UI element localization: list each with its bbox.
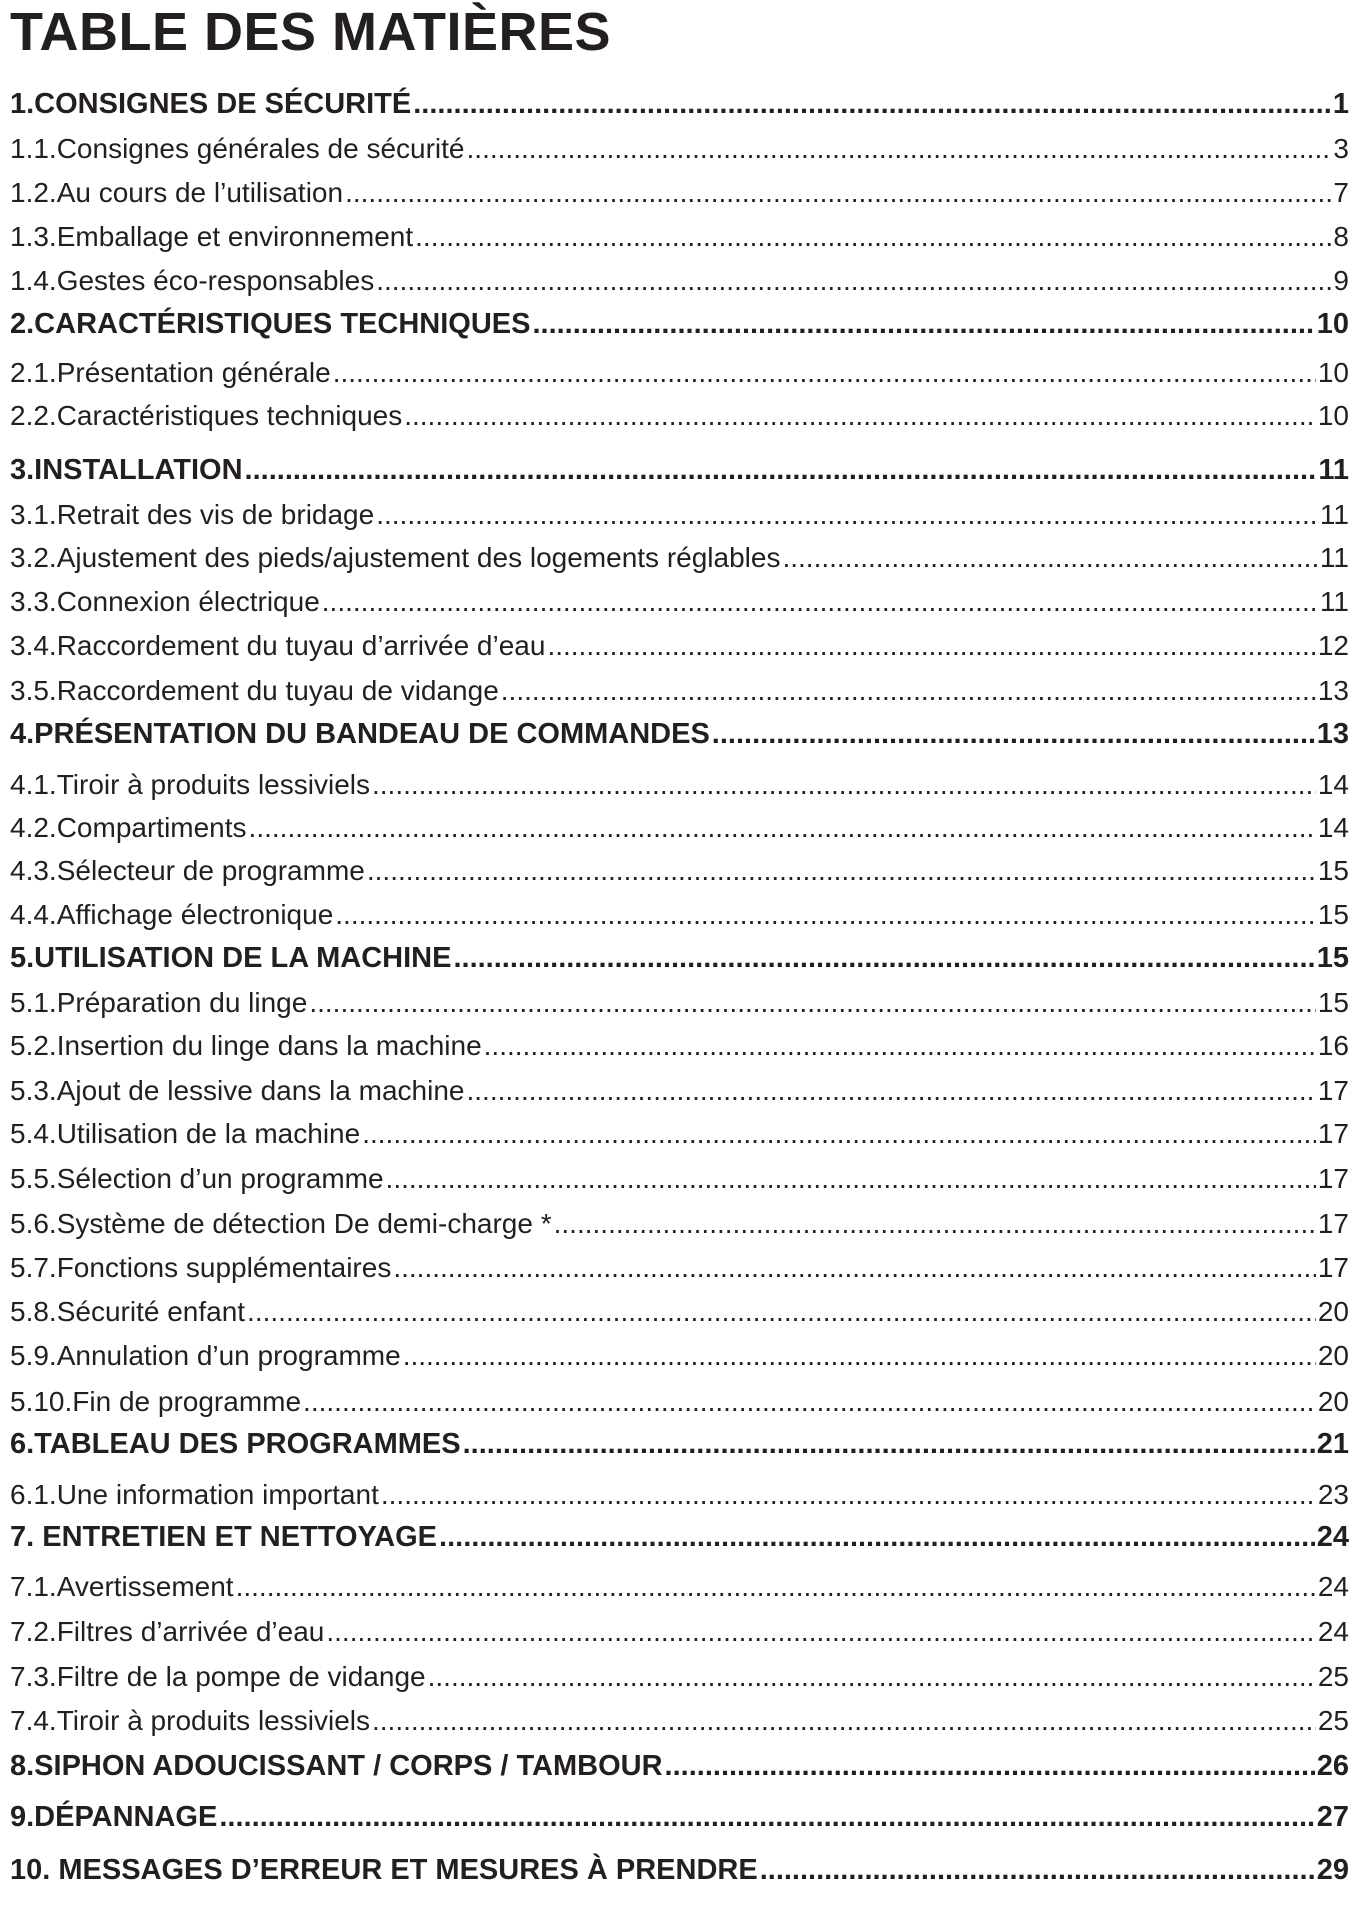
dot-leader bbox=[236, 1570, 1316, 1604]
dot-leader bbox=[760, 1853, 1315, 1887]
table-of-contents bbox=[10, 0, 1349, 1926]
toc-entry-page-number: 8 bbox=[1333, 221, 1349, 252]
dot-leader bbox=[413, 87, 1331, 121]
toc-entry-page-number: 25 bbox=[1317, 1661, 1349, 1692]
dot-leader bbox=[372, 1704, 1316, 1738]
dot-leader bbox=[333, 356, 1316, 390]
toc-entry-page-number: 9 bbox=[1333, 265, 1349, 296]
dot-leader bbox=[415, 220, 1331, 254]
toc-entry-page-number: 27 bbox=[1316, 1801, 1349, 1833]
toc-section-entry[interactable] bbox=[10, 1160, 1349, 1196]
toc-entry-page-number: 13 bbox=[1317, 675, 1349, 706]
toc-entry-label: 5.8.Sécurité enfant bbox=[10, 1296, 246, 1327]
dot-leader bbox=[439, 1520, 1315, 1554]
toc-section-entry[interactable] bbox=[10, 130, 1349, 166]
page-title: TABLE DES MATIÈRES bbox=[10, 2, 612, 62]
toc-entry-label: 2.CARACTÉRISTIQUES TECHNIQUES bbox=[10, 308, 531, 340]
toc-section-entry[interactable] bbox=[10, 1613, 1349, 1649]
dot-leader bbox=[532, 307, 1314, 341]
dot-leader bbox=[665, 1749, 1315, 1783]
toc-section-entry[interactable] bbox=[10, 397, 1349, 433]
dot-leader bbox=[501, 674, 1316, 708]
toc-chapter-entry[interactable] bbox=[10, 1798, 1349, 1834]
toc-entry-page-number: 23 bbox=[1317, 1479, 1349, 1510]
toc-entry-page-number: 14 bbox=[1317, 769, 1349, 800]
dot-leader bbox=[372, 768, 1316, 802]
toc-section-entry[interactable] bbox=[10, 766, 1349, 802]
toc-chapter-entry[interactable] bbox=[10, 715, 1349, 751]
toc-entry-page-number: 7 bbox=[1333, 177, 1349, 208]
dot-leader bbox=[484, 1029, 1316, 1063]
toc-entry-page-number: 20 bbox=[1317, 1340, 1349, 1371]
toc-entry-page-number: 24 bbox=[1316, 1521, 1349, 1553]
toc-entry-label: 5.UTILISATION DE LA MACHINE bbox=[10, 942, 452, 974]
toc-entry-page-number: 17 bbox=[1317, 1163, 1349, 1194]
dot-leader bbox=[322, 585, 1318, 619]
toc-entry-label: 3.4.Raccordement du tuyau d’arrivée d’eau bbox=[10, 630, 546, 661]
toc-section-entry[interactable] bbox=[10, 174, 1349, 210]
toc-section-entry[interactable] bbox=[10, 539, 1349, 575]
dot-leader bbox=[403, 1339, 1316, 1373]
toc-entry-label: 5.5.Sélection d’un programme bbox=[10, 1163, 384, 1194]
toc-entry-page-number: 12 bbox=[1317, 630, 1349, 661]
toc-entry-page-number: 16 bbox=[1317, 1030, 1349, 1061]
dot-leader bbox=[453, 941, 1314, 975]
toc-section-entry[interactable] bbox=[10, 496, 1349, 532]
dot-leader bbox=[467, 1074, 1316, 1108]
dot-leader bbox=[712, 717, 1315, 751]
toc-entry-page-number: 17 bbox=[1317, 1075, 1349, 1106]
toc-entry-page-number: 15 bbox=[1317, 855, 1349, 886]
toc-section-entry[interactable] bbox=[10, 1658, 1349, 1694]
dot-leader bbox=[249, 811, 1316, 845]
toc-chapter-entry[interactable] bbox=[10, 1425, 1349, 1461]
dot-leader bbox=[393, 1251, 1316, 1285]
toc-entry-page-number: 17 bbox=[1317, 1252, 1349, 1283]
toc-entry-page-number: 25 bbox=[1317, 1705, 1349, 1736]
dot-leader bbox=[309, 986, 1316, 1020]
toc-section-entry[interactable] bbox=[10, 1205, 1349, 1241]
toc-entry-page-number: 29 bbox=[1316, 1854, 1349, 1886]
toc-entry-label: 4.4.Affichage électronique bbox=[10, 899, 334, 930]
dot-leader bbox=[467, 132, 1332, 166]
toc-entry-label: 7.4.Tiroir à produits lessiviels bbox=[10, 1705, 370, 1736]
toc-section-entry[interactable] bbox=[10, 1702, 1349, 1738]
toc-entry-label: 5.3.Ajout de lessive dans la machine bbox=[10, 1075, 465, 1106]
toc-section-entry[interactable] bbox=[10, 1476, 1349, 1512]
toc-entry-label: 7. ENTRETIEN ET NETTOYAGE bbox=[10, 1521, 438, 1553]
toc-entry-page-number: 3 bbox=[1333, 133, 1349, 164]
toc-entry-page-number: 1 bbox=[1332, 88, 1349, 120]
toc-entry-page-number: 11 bbox=[1319, 586, 1349, 617]
toc-entry-label: 5.7.Fonctions supplémentaires bbox=[10, 1252, 392, 1283]
toc-entry-label: 4.2.Compartiments bbox=[10, 812, 247, 843]
toc-entry-label: 3.5.Raccordement du tuyau de vidange bbox=[10, 675, 499, 706]
toc-entry-label: 5.10.Fin de programme bbox=[10, 1386, 302, 1417]
toc-entry-label: 4.PRÉSENTATION DU BANDEAU DE COMMANDES bbox=[10, 718, 710, 750]
toc-entry-label: 4.1.Tiroir à produits lessiviels bbox=[10, 769, 370, 800]
toc-entry-label: 4.3.Sélecteur de programme bbox=[10, 855, 365, 886]
toc-entry-page-number: 10 bbox=[1317, 400, 1349, 431]
toc-chapter-entry[interactable] bbox=[10, 939, 1349, 975]
toc-entry-page-number: 20 bbox=[1317, 1296, 1349, 1327]
toc-section-entry[interactable] bbox=[10, 984, 1349, 1020]
dot-leader bbox=[303, 1385, 1316, 1419]
toc-entry-label: 3.3.Connexion électrique bbox=[10, 586, 320, 617]
toc-entry-page-number: 15 bbox=[1317, 987, 1349, 1018]
dot-leader bbox=[367, 854, 1316, 888]
toc-entry-page-number: 24 bbox=[1317, 1616, 1349, 1647]
dot-leader bbox=[554, 1207, 1316, 1241]
dot-leader bbox=[376, 264, 1331, 298]
toc-section-entry[interactable] bbox=[10, 1568, 1349, 1604]
toc-chapter-entry[interactable] bbox=[10, 85, 1349, 121]
toc-entry-label: 5.9.Annulation d’un programme bbox=[10, 1340, 401, 1371]
toc-entry-page-number: 20 bbox=[1317, 1386, 1349, 1417]
toc-section-entry[interactable] bbox=[10, 262, 1349, 298]
toc-entry-label: 5.2.Insertion du linge dans la machine bbox=[10, 1030, 482, 1061]
toc-entry-label: 7.2.Filtres d’arrivée d’eau bbox=[10, 1616, 325, 1647]
document-page bbox=[10, 0, 1349, 1926]
toc-entry-label: 5.4.Utilisation de la machine bbox=[10, 1118, 361, 1149]
toc-section-entry[interactable] bbox=[10, 672, 1349, 708]
toc-entry-page-number: 15 bbox=[1316, 942, 1349, 974]
toc-entry-label: 2.2.Caractéristiques techniques bbox=[10, 400, 403, 431]
toc-entry-page-number: 10 bbox=[1317, 357, 1349, 388]
toc-entry-page-number: 17 bbox=[1317, 1208, 1349, 1239]
toc-section-entry[interactable] bbox=[10, 1249, 1349, 1285]
toc-entry-page-number: 11 bbox=[1319, 499, 1349, 530]
toc-entry-label: 3.2.Ajustement des pieds/ajustement des logements réglables bbox=[10, 542, 781, 573]
toc-chapter-entry[interactable] bbox=[10, 1518, 1349, 1554]
dot-leader bbox=[345, 176, 1331, 210]
dot-leader bbox=[326, 1615, 1315, 1649]
toc-section-entry[interactable] bbox=[10, 1293, 1349, 1329]
dot-leader bbox=[219, 1800, 1314, 1834]
toc-section-entry[interactable] bbox=[10, 1027, 1349, 1063]
toc-chapter-entry[interactable] bbox=[10, 1747, 1349, 1783]
toc-chapter-entry[interactable] bbox=[10, 305, 1349, 341]
toc-chapter-entry[interactable] bbox=[10, 1851, 1349, 1887]
toc-entry-label: 1.2.Au cours de l’utilisation bbox=[10, 177, 344, 208]
toc-entry-page-number: 17 bbox=[1317, 1118, 1349, 1149]
toc-entry-page-number: 14 bbox=[1317, 812, 1349, 843]
toc-entry-label: 3.1.Retrait des vis de bridage bbox=[10, 499, 375, 530]
toc-entry-label: 1.4.Gestes éco-responsables bbox=[10, 265, 375, 296]
toc-section-entry[interactable] bbox=[10, 1337, 1349, 1373]
toc-section-entry[interactable] bbox=[10, 354, 1349, 390]
toc-section-entry[interactable] bbox=[10, 896, 1349, 932]
toc-entry-label: 2.1.Présentation générale bbox=[10, 357, 331, 388]
toc-entry-label: 1.CONSIGNES DE SÉCURITÉ bbox=[10, 88, 412, 120]
toc-entry-page-number: 24 bbox=[1317, 1571, 1349, 1602]
toc-entry-label: 1.3.Emballage et environnement bbox=[10, 221, 414, 252]
toc-entry-label: 9.DÉPANNAGE bbox=[10, 1801, 218, 1833]
toc-entry-label: 6.TABLEAU DES PROGRAMMES bbox=[10, 1428, 461, 1460]
toc-entry-label: 3.INSTALLATION bbox=[10, 454, 243, 486]
dot-leader bbox=[463, 1427, 1315, 1461]
toc-section-entry[interactable] bbox=[10, 583, 1349, 619]
dot-leader bbox=[381, 1478, 1316, 1512]
toc-entry-label: 7.3.Filtre de la pompe de vidange bbox=[10, 1661, 426, 1692]
toc-section-entry[interactable] bbox=[10, 1072, 1349, 1108]
dot-leader bbox=[782, 541, 1317, 575]
toc-entry-label: 1.1.Consignes générales de sécurité bbox=[10, 133, 465, 164]
dot-leader bbox=[247, 1295, 1316, 1329]
dot-leader bbox=[362, 1117, 1316, 1151]
dot-leader bbox=[386, 1162, 1316, 1196]
toc-entry-page-number: 11 bbox=[1318, 454, 1349, 486]
dot-leader bbox=[547, 629, 1315, 663]
toc-section-entry[interactable] bbox=[10, 1115, 1349, 1151]
toc-entry-label: 8.SIPHON ADOUCISSANT / CORPS / TAMBOUR bbox=[10, 1750, 663, 1782]
toc-entry-page-number: 11 bbox=[1319, 542, 1349, 573]
toc-section-entry[interactable] bbox=[10, 1383, 1349, 1419]
toc-section-entry[interactable] bbox=[10, 218, 1349, 254]
toc-entry-page-number: 10 bbox=[1316, 308, 1349, 340]
dot-leader bbox=[404, 399, 1316, 433]
toc-entry-page-number: 15 bbox=[1317, 899, 1349, 930]
dot-leader bbox=[376, 498, 1318, 532]
toc-entry-page-number: 21 bbox=[1316, 1428, 1349, 1460]
toc-entry-label: 10. MESSAGES D’ERREUR ET MESURES À PRENDRE bbox=[10, 1854, 758, 1886]
toc-entry-page-number: 26 bbox=[1316, 1750, 1349, 1782]
toc-section-entry[interactable] bbox=[10, 627, 1349, 663]
toc-entry-label: 7.1.Avertissement bbox=[10, 1571, 234, 1602]
toc-section-entry[interactable] bbox=[10, 809, 1349, 845]
toc-entry-label: 5.6.Système de détection De demi-charge * bbox=[10, 1208, 552, 1239]
dot-leader bbox=[335, 898, 1316, 932]
toc-entry-label: 5.1.Préparation du linge bbox=[10, 987, 308, 1018]
dot-leader bbox=[428, 1660, 1316, 1694]
toc-entry-label: 6.1.Une information important bbox=[10, 1479, 379, 1510]
toc-chapter-entry[interactable] bbox=[10, 451, 1349, 487]
toc-section-entry[interactable] bbox=[10, 852, 1349, 888]
toc-entry-page-number: 13 bbox=[1316, 718, 1349, 750]
dot-leader bbox=[245, 453, 1317, 487]
